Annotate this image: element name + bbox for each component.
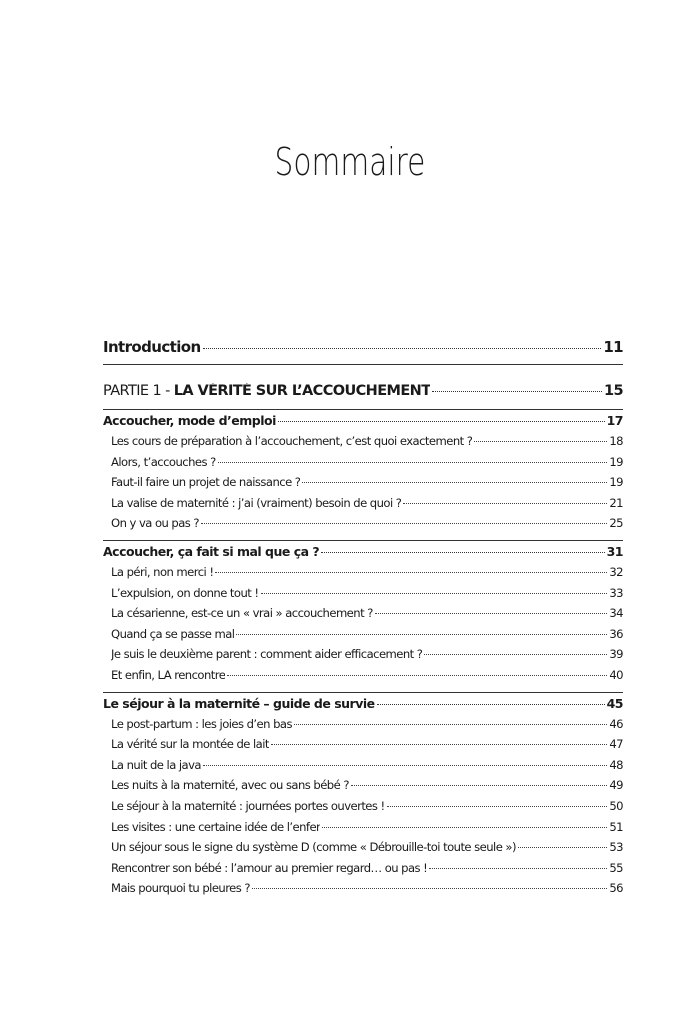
toc-page-number: 56: [609, 881, 623, 896]
toc-label: La valise de maternité : j’ai (vraiment) besoin de quoi ?: [111, 495, 402, 510]
toc-label: Le séjour à la maternité : journées portes ouvertes !: [111, 798, 385, 813]
dot-leader: [236, 634, 607, 635]
toc-label: Les nuits à la maternité, avec ou sans bébé ?: [111, 778, 349, 793]
toc-page-number: 45: [606, 695, 623, 711]
toc-page-number: 21: [609, 495, 623, 510]
dot-leader: [322, 827, 607, 828]
toc-item[interactable]: [103, 516, 623, 537]
dot-leader: [351, 785, 607, 786]
dot-leader: [278, 421, 605, 422]
toc-item[interactable]: [103, 861, 623, 882]
toc-item[interactable]: [103, 799, 623, 820]
section-divider: [103, 540, 623, 541]
toc-label: Alors, t’accouches ?: [111, 454, 216, 469]
toc-page-number: 11: [603, 338, 623, 356]
toc-label: Accoucher, mode d’emploi: [103, 413, 276, 428]
toc-label: La vérité sur la montée de lait: [111, 737, 269, 752]
toc-label: Je suis le deuxième parent : comment aider efficacement ?: [111, 647, 423, 662]
dot-leader: [227, 675, 607, 676]
toc-page-number: 34: [609, 606, 623, 621]
toc-page-number: 19: [609, 454, 623, 469]
toc-section[interactable]: [103, 413, 623, 434]
toc-label: Les visites : une certaine idée de l’enfer: [111, 819, 321, 834]
toc-label: Faut-il faire un projet de naissance ?: [111, 475, 301, 490]
page-title: Sommaire: [274, 140, 426, 184]
toc-page-number: 17: [606, 413, 623, 428]
toc-section[interactable]: [103, 544, 623, 565]
part-prefix: PARTIE 1 -: [103, 383, 174, 399]
toc-page-number: 25: [609, 516, 623, 531]
toc-item[interactable]: [103, 434, 623, 455]
dot-leader: [432, 391, 602, 392]
toc-page-number: 46: [609, 716, 623, 731]
toc-page-number: 55: [609, 860, 623, 875]
toc-page-number: 18: [609, 434, 623, 448]
toc-page-number: 32: [609, 564, 623, 579]
toc-item[interactable]: [103, 586, 623, 607]
dot-leader: [294, 724, 607, 725]
dot-leader: [474, 441, 607, 442]
toc-page-number: 40: [609, 667, 623, 682]
dot-leader: [252, 888, 607, 889]
dot-leader: [215, 572, 607, 573]
dot-leader: [377, 704, 605, 705]
section-divider: [103, 692, 623, 693]
toc-item[interactable]: [103, 455, 623, 476]
dot-leader: [518, 847, 607, 848]
toc-label: La césarienne, est-ce un « vrai » accouchement ?: [111, 606, 373, 621]
toc-item[interactable]: [103, 647, 623, 668]
toc-label: Le post-partum : les joies d’en bas: [111, 716, 292, 731]
toc-label: L’expulsion, on donne tout !: [111, 585, 259, 600]
toc-label: Et enfin, LA rencontre: [111, 667, 226, 682]
toc-item[interactable]: [103, 840, 623, 861]
dot-leader: [387, 806, 608, 807]
toc-page-number: 31: [606, 543, 623, 559]
dot-leader: [203, 348, 602, 349]
table-of-contents: [103, 338, 623, 902]
toc-item[interactable]: [103, 758, 623, 779]
toc-item[interactable]: [103, 606, 623, 627]
dot-leader: [424, 654, 607, 655]
part-title: LA VÉRITÉ SUR L’ACCOUCHEMENT: [173, 383, 431, 399]
toc-part-1[interactable]: [103, 383, 623, 410]
toc-item[interactable]: [103, 717, 623, 738]
toc-label: Quand ça se passe mal: [111, 626, 235, 641]
toc-label: [103, 383, 430, 399]
toc-item[interactable]: [103, 737, 623, 758]
toc-item[interactable]: [103, 565, 623, 586]
toc-item[interactable]: [103, 627, 623, 648]
dot-leader: [201, 523, 607, 524]
dot-leader: [321, 552, 604, 553]
toc-page-number: 47: [609, 737, 623, 752]
toc-label: La nuit de la java: [111, 757, 201, 772]
toc-label: La péri, non merci !: [111, 564, 214, 579]
toc-page-number: 53: [609, 840, 623, 855]
toc-label: Introduction: [103, 338, 201, 356]
dot-leader: [261, 593, 608, 594]
toc-page-number: 50: [609, 798, 623, 813]
dot-leader: [203, 765, 607, 766]
toc-page-number: 15: [604, 383, 623, 399]
dot-leader: [218, 462, 608, 463]
toc-page-number: 49: [609, 778, 623, 793]
toc-page-number: 48: [609, 757, 623, 772]
toc-page-number: 33: [609, 585, 623, 600]
toc-label: Accoucher, ça fait si mal que ça ?: [103, 543, 320, 559]
toc-label: Un séjour sous le signe du système D (comme « Débrouille-toi toute seule »): [111, 840, 516, 855]
toc-label: Mais pourquoi tu pleures ?: [111, 881, 250, 896]
toc-item[interactable]: [103, 778, 623, 799]
toc-item[interactable]: [103, 668, 623, 689]
dot-leader: [375, 613, 608, 614]
toc-item[interactable]: [103, 496, 623, 517]
toc-page-number: 51: [609, 819, 623, 834]
toc-introduction[interactable]: [103, 338, 623, 365]
dot-leader: [429, 868, 607, 869]
toc-section[interactable]: [103, 696, 623, 717]
toc-label: Les cours de préparation à l’accouchement, c’est quoi exactement ?: [111, 434, 473, 448]
toc-label: On y va ou pas ?: [111, 516, 200, 531]
dot-leader: [302, 482, 607, 483]
toc-item[interactable]: [103, 881, 623, 902]
dot-leader: [271, 744, 607, 745]
toc-page-number: 36: [609, 626, 623, 641]
dot-leader: [403, 503, 607, 504]
toc-page-number: 19: [609, 475, 623, 490]
toc-label: Rencontrer son bébé : l’amour au premier regard… ou pas !: [111, 860, 428, 875]
toc-item[interactable]: [103, 475, 623, 496]
toc-page-number: 39: [609, 647, 623, 662]
toc-label: Le séjour à la maternité – guide de survie: [103, 695, 375, 711]
toc-item[interactable]: [103, 820, 623, 841]
